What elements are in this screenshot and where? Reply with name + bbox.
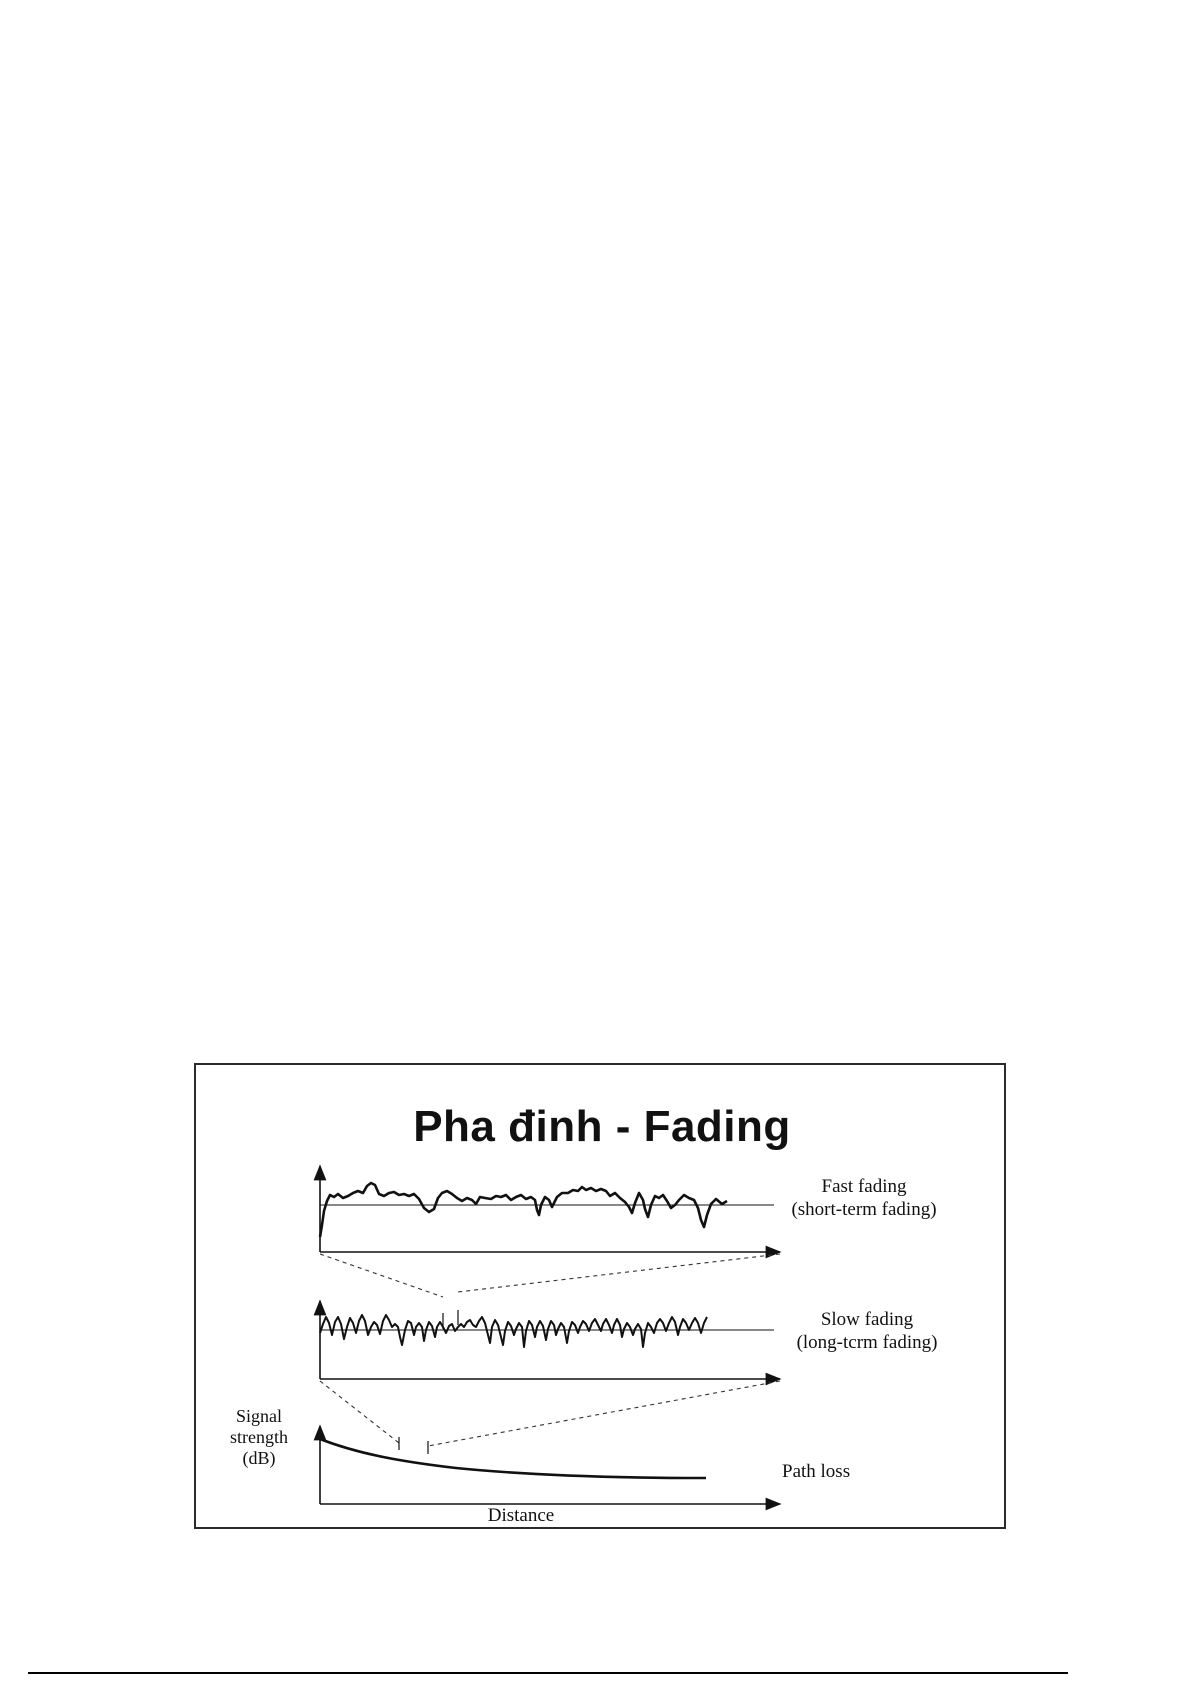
slow-fading-panel: [320, 1301, 780, 1379]
fast-fading-panel: [320, 1166, 780, 1252]
fast-fading-label: Fast fading: [821, 1176, 907, 1197]
y-axis-label-line2: strength: [230, 1427, 288, 1447]
path-loss-curve: [320, 1439, 706, 1478]
slow-zoom-guides: [320, 1381, 780, 1446]
slow-fading-label: Slow fading: [820, 1309, 914, 1330]
path-loss-label: Path loss: [782, 1461, 851, 1482]
fast-fading-curve: [320, 1183, 727, 1237]
fading-diagram: [196, 1065, 1004, 1527]
page-bottom-rule: [28, 1672, 1068, 1674]
slow-fading-curve: [320, 1315, 707, 1347]
slow-fading-sublabel: (long-tcrm fading): [796, 1332, 938, 1353]
fast-fading-sublabel: (short-term fading): [791, 1199, 937, 1220]
y-axis-label-line1: Signal: [235, 1406, 283, 1426]
figure-title: Pha đinh - Fading: [413, 1102, 791, 1151]
figure-frame: [194, 1063, 1006, 1529]
fast-zoom-guides: [320, 1254, 780, 1297]
path-loss-panel: [320, 1426, 780, 1504]
x-axis-label: Distance: [487, 1505, 555, 1526]
y-axis-label-line3: (dB): [242, 1448, 276, 1468]
